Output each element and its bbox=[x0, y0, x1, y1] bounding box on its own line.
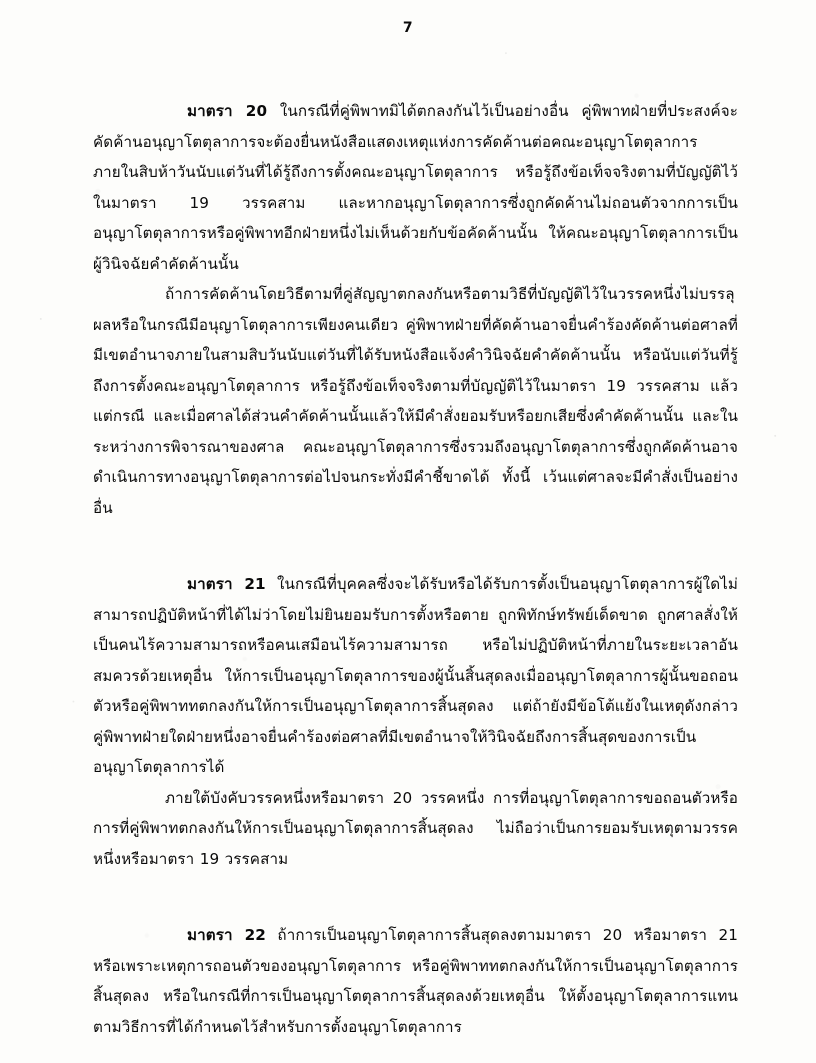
document-body bbox=[93, 96, 738, 1042]
paragraph-section-22-1 bbox=[93, 920, 738, 1042]
section-label-20: มาตรา 20 bbox=[187, 102, 268, 120]
paragraph-text: ถ้าการเป็นอนุญาโตตุลาการสิ้นสุดลงตามมาตรา 20 หรือมาตรา 21 หรือเพราะเหตุการถอนตัวของอนุญาโตตุลาการ หรือคู่พิพาททตกลงกันให้การเป็นอนุญาโตตุลาการสิ้นสุดลง หรือในกรณีที่การเป็นอนุญาโตตุลาการสิ้นสุดลงด้วยเหตุอื่น ให้ตั้งอนุญาโตตุลาการแทนตามวิธีการที่ได้กำหนดไว้สำหรับการตั้งอนุญาโตตุลาการ bbox=[93, 926, 738, 1036]
paragraph-section-20-1 bbox=[93, 96, 738, 279]
section-spacer bbox=[93, 874, 738, 920]
section-spacer bbox=[93, 523, 738, 569]
paragraph-section-20-2 bbox=[93, 279, 738, 523]
page-number: 7 bbox=[402, 20, 414, 36]
paragraph-text: ในกรณีที่คู่พิพาทมิได้ตกลงกันไว้เป็นอย่างอื่น คู่พิพาทฝ่ายที่ประสงค์จะคัดค้านอนุญาโตตุลาการจะต้องยื่นหนังสือแสดงเหตุแห่งการคัดค้านต่อคณะอนุญาโตตุลาการภายในสิบห้าวันนับแต่วันที่ได้รู้ถึงการตั้งคณะอนุญาโตตุลาการ หรือรู้ถึงข้อเท็จจริงตามที่บัญญัติไว้ในมาตรา 19 วรรคสาม และหากอนุญาโตตุลาการซึ่งถูกคัดค้านไม่ถอนตัวจากการเป็นอนุญาโตตุลาการหรือคู่พิพาทอีกฝ่ายหนึ่งไม่เห็นด้วยกับข้อคัดค้านนั้น ให้คณะอนุญาโตตุลาการเป็นผู้วินิจฉัยคำคัดค้านนั้น bbox=[93, 102, 739, 273]
section-label-21: มาตรา 21 bbox=[187, 575, 266, 593]
paragraph-text: ภายใต้บังคับวรรคหนึ่งหรือมาตรา 20 วรรคหนึ่ง การที่อนุญาโตตุลาการขอถอนตัวหรือการที่คู่พิพาทตกลงกันให้การเป็นอนุญาโตตุลาการสิ้นสุดลง ไม่ถือว่าเป็นการยอมรับเหตุตามวรรคหนึ่งหรือมาตรา 19 วรรคสาม bbox=[93, 788, 738, 868]
paragraph-section-21-1 bbox=[93, 569, 738, 783]
paragraph-text: ในกรณีที่บุคคลซึ่งจะได้รับหรือได้รับการตั้งเป็นอนุญาโตตุลาการผู้ใดไม่สามารถปฏิบัติหน้าที่ได้ไม่ว่าโดยไม่ยินยอมรับการตั้งหรือตาย ถูกพิทักษ์ทรัพย์เด็ดขาด ถูกศาลสั่งให้เป็นคนไร้ความสามารถหรือคนเสมือนไร้ความสามารถ หรือไม่ปฏิบัติหน้าที่ภายในระยะเวลาอันสมควรด้วยเหตุอื่น ให้การเป็นอนุญาโตตุลาการของผู้นั้นสิ้นสุดลงเมื่ออนุญาโตตุลาการผู้นั้นขอถอนตัวหรือคู่พิพาททตกลงกันให้การเป็นอนุญาโตตุลาการสิ้นสุดลง แต่ถ้ายังมีข้อโต้แย้งในเหตุดังกล่าว คู่พิพาทฝ่ายใดฝ่ายหนึ่งอาจยื่นคำร้องต่อศาลที่มีเขตอำนาจให้วินิจฉัยถึงการสิ้นสุดของการเป็นอนุญาโตตุลาการได้ bbox=[93, 575, 739, 776]
paragraph-text: ถ้าการคัดค้านโดยวิธีตามที่คู่สัญญาตกลงกันหรือตามวิธีที่บัญญัติไว้ในวรรคหนึ่งไม่บรรลุผลหรือในกรณีมีอนุญาโตตุลาการเพียงคนเดียว คู่พิพาทฝ่ายที่คัดค้านอาจยื่นคำร้องคัดค้านต่อศาลที่มีเขตอำนาจภายในสามสิบวันนับแต่วันที่ได้รับหนังสือแจ้งคำวินิจฉัยคำคัดค้านนั้น หรือนับแต่วันที่รู้ถึงการตั้งคณะอนุญาโตตุลาการ หรือรู้ถึงข้อเท็จจริงตามที่บัญญัติไว้ในมาตรา 19 วรรคสาม แล้วแต่กรณี และเมื่อศาลได้ส่วนคำคัดค้านนั้นแล้วให้มีคำสั่งยอมรับหรือยกเสียซึ่งคำคัดค้านนั้น และในระหว่างการพิจารณาของศาล คณะอนุญาโตตุลาการซึ่งรวมถึงอนุญาโตตุลาการซึ่งถูกคัดค้านอาจดำเนินการทางอนุญาโตตุลาการต่อไปจนกระทั่งมีคำชี้ขาดได้ ทั้งนี้ เว้นแต่ศาลจะมีคำสั่งเป็นอย่างอื่น bbox=[93, 285, 738, 517]
paragraph-section-21-2 bbox=[93, 783, 738, 875]
section-label-22: มาตรา 22 bbox=[187, 926, 266, 944]
